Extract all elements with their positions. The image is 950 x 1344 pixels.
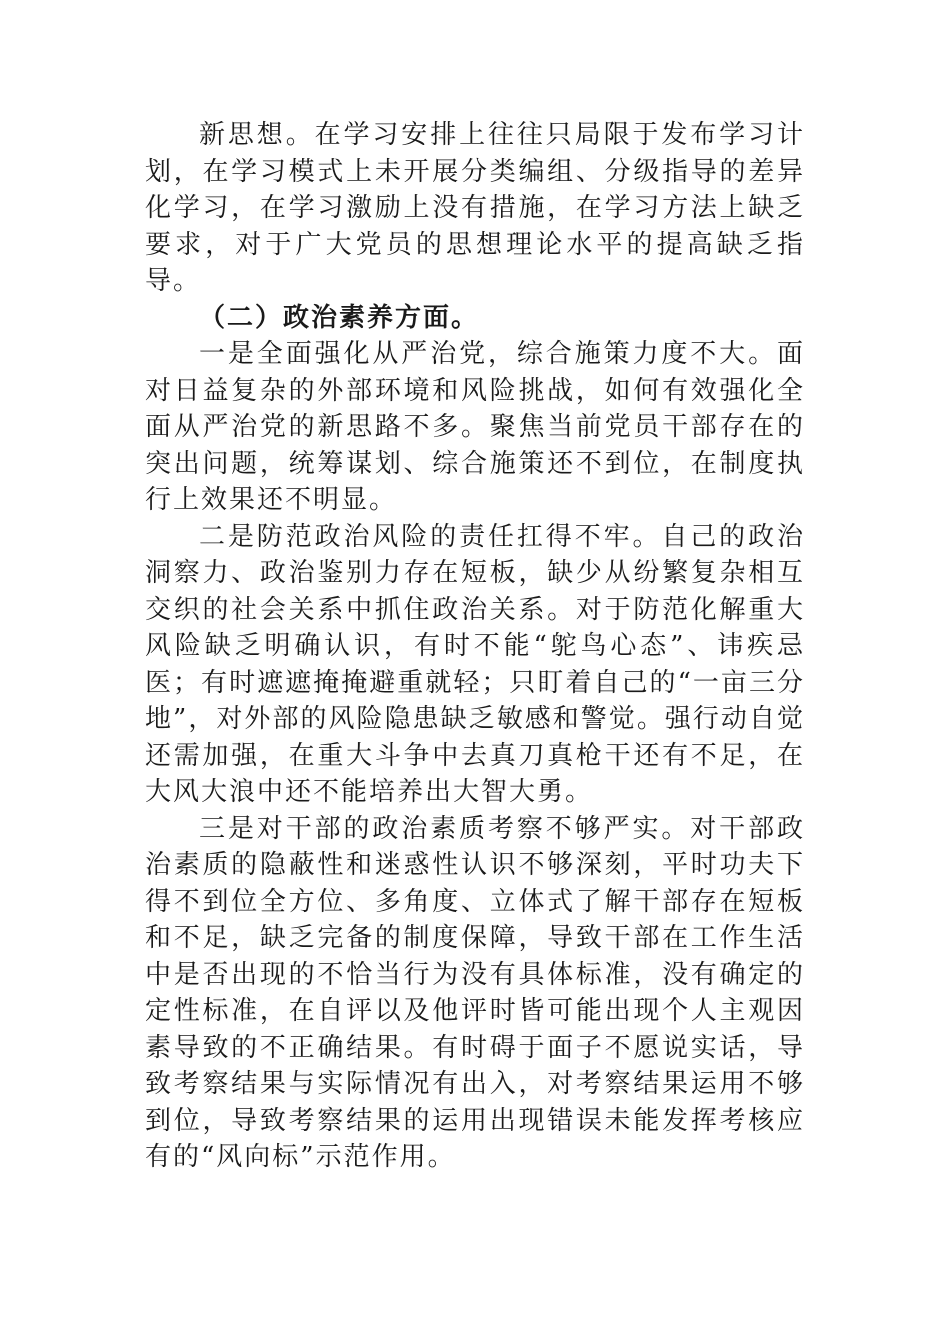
paragraph-item-3: 三是对干部的政治素质考察不够严实。对干部政治素质的隐蔽性和迷惑性认识不够深刻，平时功夫下得不到位全方位、多角度、立体式了解干部存在短板和不足，缺乏完备的制度保障，导致干部在工作生活中是否出现的不恰当行为没有具体标准，没有确定的定性标准，在自评以及他评时皆可能出现个人主观因素导致的不正确结果。有时碍于面子不愿说实话，导致考察结果与实际情况有出入，对考察结果运用不够到位，导致考察结果的运用出现错误未能发挥考核应有的“风向标”示范作用。 bbox=[145, 813, 805, 1172]
document-body bbox=[145, 117, 805, 1176]
paragraph-item-1: 一是全面强化从严治党，综合施策力度不大。面对日益复杂的外部环境和风险挑战，如何有效强化全面从严治党的新思路不多。聚焦当前党员干部存在的突出问题，统筹谋划、综合施策还不到位，在制度执行上效果还不明显。 bbox=[145, 339, 805, 515]
paragraph-item-2: 二是防范政治风险的责任扛得不牢。自己的政治洞察力、政治鉴别力存在短板，缺少从纷繁复杂相互交织的社会关系中抓住政治关系。对于防范化解重大风险缺乏明确认识，有时不能“鸵鸟心态”、讳疾忌医；有时遮遮掩掩避重就轻；只盯着自己的“一亩三分地”，对外部的风险隐患缺乏敏感和警觉。强行动自觉还需加强，在重大斗争中去真刀真枪干还有不足，在大风大浪中还不能培养出大智大勇。 bbox=[145, 521, 805, 807]
paragraph-continuation: 新思想。在学习安排上往往只局限于发布学习计划，在学习模式上未开展分类编组、分级指导的差异化学习，在学习激励上没有措施，在学习方法上缺乏要求，对于广大党员的思想理论水平的提高缺乏指导。 bbox=[145, 120, 805, 296]
section-heading: （二）政治素养方面。 bbox=[199, 302, 480, 333]
